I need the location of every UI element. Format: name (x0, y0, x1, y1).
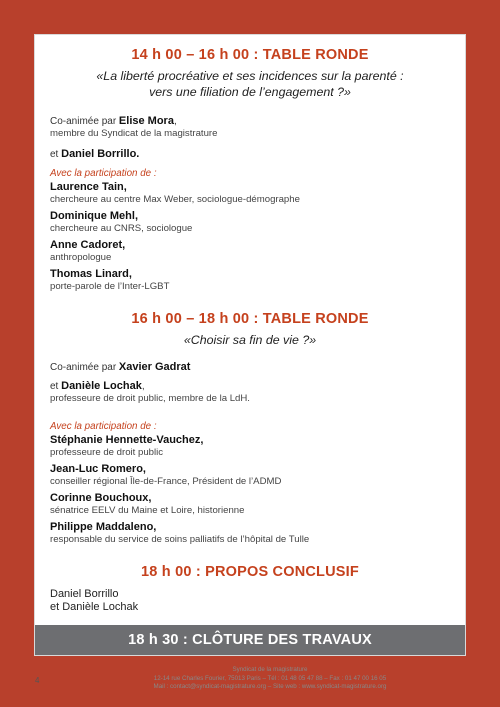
participant-role: sénatrice EELV du Maine et Loire, historienne (50, 505, 245, 516)
speaker-name: Danièle Lochak (62, 601, 139, 613)
coanimee-prefix: Co-animée par (50, 362, 119, 373)
participant-name: Jean-Luc Romero, (50, 463, 146, 475)
participant (50, 181, 450, 206)
session-1-moderator-2 (50, 148, 450, 161)
session-1-quote (35, 68, 465, 100)
conclusion-title: 18 h 00 : PROPOS CONCLUSIF (141, 564, 359, 580)
programme-card (34, 34, 466, 656)
session-2-moderators (50, 361, 450, 405)
participant-role: responsable du service de soins palliatifs de l’hôpital de Tulle (50, 534, 310, 545)
participant-name: Corinne Bouchoux, (50, 492, 152, 504)
conclusion-speaker-2 (50, 601, 450, 614)
moderator-suffix: , (173, 116, 177, 127)
participation-label: Avec la participation de : (50, 168, 157, 179)
session-1-title: 14 h 00 – 16 h 00 : TABLE RONDE (131, 47, 369, 63)
participant-name: Dominique Mehl, (50, 210, 138, 222)
moderator-name: Elise Mora (118, 115, 174, 127)
moderator-name: Xavier Gadrat (118, 361, 191, 373)
session-1-quote-line1: «La liberté procréative et ses incidences sur la parenté : (96, 69, 404, 83)
participant-role: conseiller régional Île-de-France, Président de l’ADMD (50, 476, 282, 487)
page-number: 4 (35, 676, 40, 685)
session-2-title: 16 h 00 – 18 h 00 : TABLE RONDE (131, 311, 369, 327)
footer-organization: Syndicat de la magistrature (232, 666, 308, 673)
session-1-moderators (50, 115, 450, 161)
participant-role: professeure de droit public (50, 447, 164, 458)
conclusion-speaker-1: Daniel Borrillo (50, 588, 119, 600)
participant-name: Philippe Maddaleno, (50, 521, 157, 533)
participant (50, 268, 450, 293)
et-prefix: et (50, 149, 62, 160)
session-2-quote: «Choisir sa fin de vie ?» (183, 333, 317, 347)
participant-name: Thomas Linard, (50, 268, 132, 280)
session-1-moderator-1-role: membre du Syndicat de la magistrature (50, 128, 218, 139)
session-2-moderator-1 (50, 361, 450, 374)
session-2-moderator-2-role: professeure de droit public, membre de la LdH. (50, 393, 250, 404)
moderator-name: Daniel Borrillo. (61, 148, 140, 160)
participant (50, 239, 450, 264)
footer-contact: Mail : contact@syndicat-magistrature.org – Site web : www.syndicat-magistrature.org (153, 683, 387, 690)
participant-name: Anne Cadoret, (50, 239, 126, 251)
participant (50, 521, 450, 546)
coanimee-prefix: Co-animée par (50, 116, 119, 127)
participant (50, 492, 450, 517)
conclusion-speakers (50, 588, 450, 614)
session-1-participants (50, 168, 450, 293)
participant-role: porte-parole de l’Inter-LGBT (50, 281, 170, 292)
participant (50, 210, 450, 235)
participant (50, 463, 450, 488)
participation-label: Avec la participation de : (50, 421, 157, 432)
closing-banner: 18 h 30 : CLÔTURE DES TRAVAUX (35, 625, 465, 655)
et-prefix: et (50, 601, 63, 613)
participant-name: Stéphanie Hennette-Vauchez, (50, 434, 204, 446)
session-1-moderator-1 (50, 115, 450, 128)
participant (50, 434, 450, 459)
participant-role: anthropologue (50, 252, 112, 263)
session-2-moderator-2 (50, 380, 450, 393)
participant-role: chercheure au CNRS, sociologue (50, 223, 193, 234)
participant-name: Laurence Tain, (50, 181, 127, 193)
session-1-quote-line2: vers une filiation de l’engagement ?» (149, 85, 351, 99)
et-prefix: et (50, 381, 62, 392)
moderator-name: Danièle Lochak (61, 380, 142, 392)
footer (100, 666, 440, 692)
moderator-suffix: , (141, 381, 145, 392)
participant-role: chercheure au centre Max Weber, sociologue-démographe (50, 194, 300, 205)
footer-address: 12-14 rue Charles Fourier, 75013 Paris – Tél : 01 48 05 47 88 – Fax : 01 47 00 16 05 (153, 674, 387, 682)
session-2-participants (50, 421, 450, 546)
